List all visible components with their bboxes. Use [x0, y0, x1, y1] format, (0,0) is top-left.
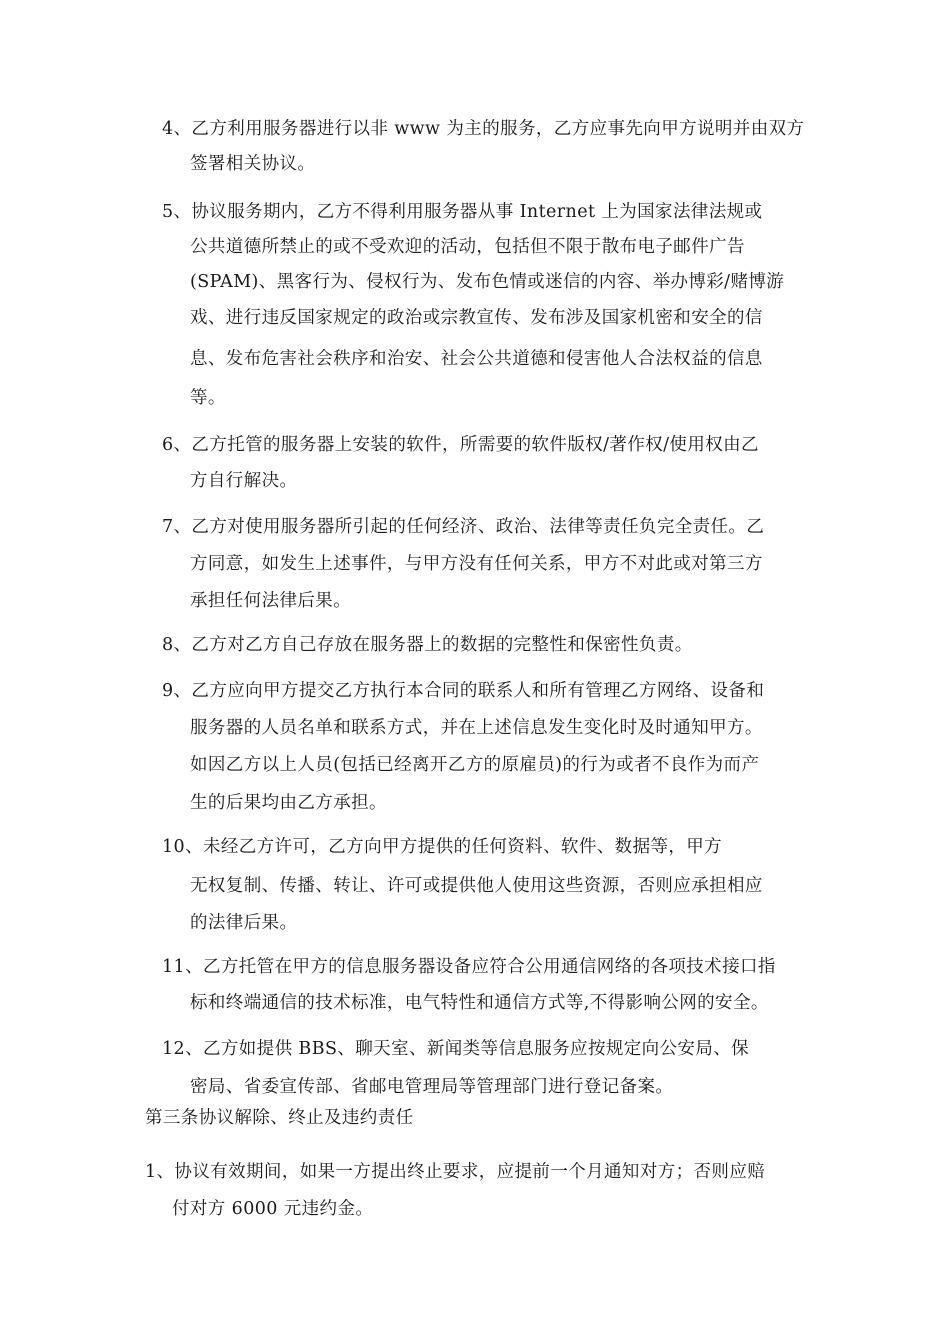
item-5-line-6: 等。: [190, 388, 226, 408]
item-5-line-3: (SPAM)、黑客行为、侵权行为、发布色情或迷信的内容、举办博彩/赌博游: [190, 272, 785, 292]
item-10-line-1: 10、未经乙方许可，乙方向甲方提供的任何资料、软件、数据等，甲方: [162, 837, 723, 857]
item-7-line-3: 承担任何法律后果。: [190, 591, 352, 611]
item-6-line-2: 方自行解决。: [190, 471, 298, 491]
item-5-line-2: 公共道德所禁止的或不受欢迎的活动，包括但不限于散布电子邮件广告: [190, 237, 745, 257]
item-9-line-3: 如因乙方以上人员(包括已经离开乙方的原雇员)的行为或者不良作为而产: [190, 755, 760, 775]
item-7-line-1: 7、乙方对使用服务器所引起的任何经济、政治、法律等责任负完全责任。乙: [162, 517, 765, 537]
item-12-line-2: 密局、省委宣传部、省邮电管理局等管理部门进行登记备案。: [190, 1077, 674, 1097]
item-5-line-1: 5、协议服务期内，乙方不得利用服务器从事 Internet 上为国家法律法规或: [162, 202, 763, 222]
item-5-line-4: 戏、进行违反国家规定的政治或宗教宣传、发布涉及国家机密和安全的信: [190, 308, 763, 328]
item-11-line-2: 标和终端通信的技术标准，电气特性和通信方式等,不得影响公网的安全。: [190, 993, 769, 1013]
item-12-line-1: 12、乙方如提供 BBS、聊天室、新闻类等信息服务应按规定向公安局、保: [162, 1039, 750, 1059]
item-4-line-1: 4、乙方利用服务器进行以非 www 为主的服务，乙方应事先向甲方说明并由双方: [162, 119, 805, 139]
item-5-line-5: 息、发布危害社会秩序和治安、社会公共道德和侵害他人合法权益的信息: [190, 349, 763, 369]
item-6-line-1: 6、乙方托管的服务器上安装的软件，所需要的软件版权/著作权/使用权由乙: [162, 435, 759, 455]
item-8-line-1: 8、乙方对乙方自己存放在服务器上的数据的完整性和保密性负责。: [162, 635, 693, 655]
item-9-line-2: 服务器的人员名单和联系方式，并在上述信息发生变化时及时通知甲方。: [190, 718, 763, 738]
item-10-line-3: 的法律后果。: [190, 913, 298, 933]
item-9-line-4: 生的后果均由乙方承担。: [190, 793, 387, 813]
clause-1-line-1: 1、协议有效期间，如果一方提出终止要求，应提前一个月通知对方；否则应赔: [145, 1162, 766, 1182]
section-heading: 第三条协议解除、终止及违约责任: [145, 1108, 414, 1128]
item-7-line-2: 方同意，如发生上述事件，与甲方没有任何关系，甲方不对此或对第三方: [190, 554, 763, 574]
item-10-line-2: 无权复制、传播、转让、许可或提供他人使用这些资源，否则应承担相应: [190, 876, 763, 896]
clause-1-line-2: 付对方 6000 元违约金。: [172, 1199, 374, 1219]
item-4-line-2: 签署相关协议。: [190, 154, 316, 174]
item-9-line-1: 9、乙方应向甲方提交乙方执行本合同的联系人和所有管理乙方网络、设备和: [162, 681, 765, 701]
item-11-line-1: 11、乙方托管在甲方的信息服务器设备应符合公用通信网络的各项技术接口指: [162, 957, 776, 977]
